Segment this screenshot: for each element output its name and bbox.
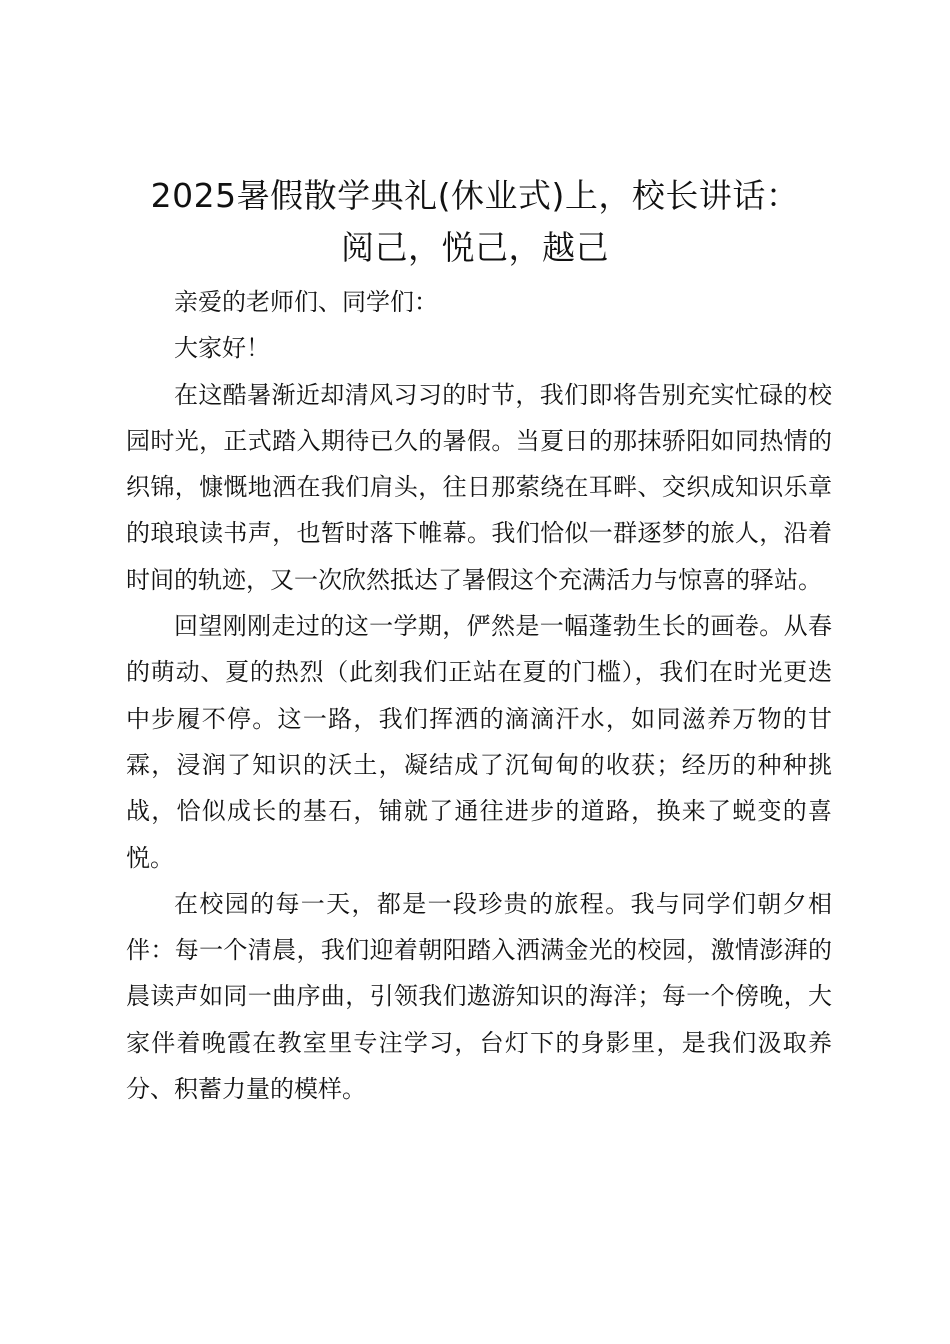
document-body [126,279,832,1112]
paragraph: 在这酷暑渐近却清风习习的时节，我们即将告别充实忙碌的校园时光，正式踏入期待已久的暑假。当夏日的那抹骄阳如同热情的织锦，慷慨地洒在我们肩头，往日那萦绕在耳畔、交织成知识乐章的琅琅读书声，也暂时落下帷幕。我们恰似一群逐梦的旅人，沿着时间的轨迹，又一次欣然抵达了暑假这个充满活力与惊喜的驿站。 [126,380,832,594]
title-line-1: 2025暑假散学典礼(休业式)上，校长讲话： [150,176,800,215]
paragraph: 在校园的每一天，都是一段珍贵的旅程。我与同学们朝夕相伴：每一个清晨，我们迎着朝阳踏入洒满金光的校园，激情澎湃的晨读声如同一曲序曲，引领我们遨游知识的海洋；每一个傍晚，大家伴着晚霞在教室里专注学习，台灯下的身影里，是我们汲取养分、积蓄力量的模样。 [126,889,832,1104]
title-line-2: 阅己，悦己，越己 [341,228,609,267]
greeting: 大家好！ [174,334,270,363]
salutation: 亲爱的老师们、同学们： [174,288,438,316]
paragraph: 回望刚刚走过的这一学期，俨然是一幅蓬勃生长的画卷。从春的萌动、夏的热烈（此刻我们正站在夏的门槛），我们在时光更迭中步履不停。这一路，我们挥洒的滴滴汗水，如同滋养万物的甘霖，浸润了知识的沃土，凝结成了沉甸甸的收获；经历的种种挑战，恰似成长的基石，铺就了通往进步的道路，换来了蜕变的喜悦。 [126,612,832,872]
document-title [100,170,850,274]
